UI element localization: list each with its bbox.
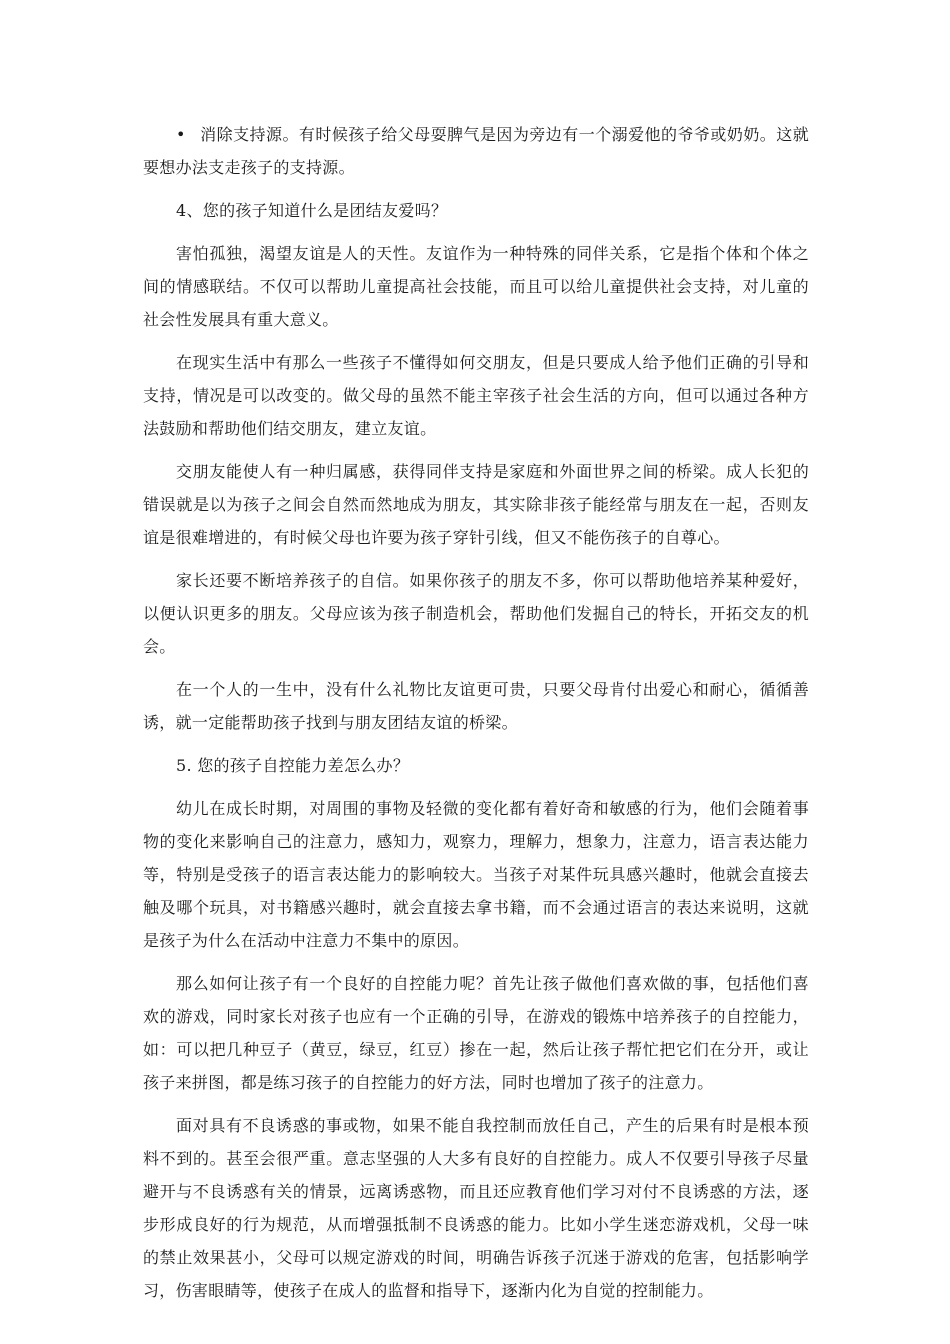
paragraph: 家长还要不断培养孩子的自信。如果你孩子的朋友不多，你可以帮助他培养某种爱好，以便认识更多的朋友。父母应该为孩子制造机会，帮助他们发掘自己的特长，开拓交友的机会。 — [143, 571, 809, 656]
bullet-icon: • — [176, 125, 186, 144]
paragraph: 交朋友能使人有一种归属感，获得同伴支持是家庭和外面世界之间的桥梁。成人长犯的错误就是以为孩子之间会自然而然地成为朋友，其实除非孩子能经常与朋友在一起，否则友谊是很难增进的，有时候父母也许要为孩子穿针引线，但又不能伤孩子的自尊心。 — [143, 462, 809, 547]
paragraph: 害怕孤独，渴望友谊是人的天性。友谊作为一种特殊的同伴关系，它是指个体和个体之间的情感联结。不仅可以帮助儿童提高社会技能，而且可以给儿童提供社会支持，对儿童的社会性发展具有重大意义。 — [143, 244, 809, 329]
section-heading-4: 4、您的孩子知道什么是团结友爱吗？ — [176, 201, 448, 220]
paragraph: 面对具有不良诱惑的事或物，如果不能自我控制而放任自己，产生的后果有时是根本预料不到的。甚至会很严重。意志坚强的人大多有良好的自控能力。成人不仅要引导孩子尽量避开与不良诱惑有关的情景，远离诱惑物，而且还应教育他们学习对付不良诱惑的方法，逐步形成良好的行为规范，从而增强抵制不良诱惑的能力。比如小学生迷恋游戏机，父母一味的禁止效果甚小，父母可以规定游戏的时间，明确告诉孩子沉迷于游戏的危害，包括影响学习，伤害眼睛等，使孩子在成人的监督和指导下，逐渐内化为自觉的控制能力。 — [143, 1116, 809, 1300]
paragraph: 幼儿在成长时期，对周围的事物及轻微的变化都有着好奇和敏感的行为，他们会随着事物的变化来影响自己的注意力，感知力，观察力，理解力，想象力，注意力，语言表达能力等，特别是受孩子的语言表达能力的影响较大。当孩子对某件玩具感兴趣时，他就会直接去触及哪个玩具，对书籍感兴趣时，就会直接去拿书籍，而不会通过语言的表达来说明，这就是孩子为什么在活动中注意力不集中的原因。 — [143, 799, 809, 950]
paragraph: 在现实生活中有那么一些孩子不懂得如何交朋友，但是只要成人给予他们正确的引导和支持，情况是可以改变的。做父母的虽然不能主宰孩子社会生活的方向，但可以通过各种方法鼓励和帮助他们结交朋友，建立友谊。 — [143, 353, 809, 438]
document-body — [143, 118, 809, 1317]
bullet-item-text: 消除支持源。有时候孩子给父母耍脾气是因为旁边有一个溺爱他的爷爷或奶奶。这就要想办法支走孩子的支持源。 — [143, 125, 809, 177]
paragraph: 在一个人的一生中，没有什么礼物比友谊更可贵，只要父母肯付出爱心和耐心，循循善诱，就一定能帮助孩子找到与朋友团结友谊的桥梁。 — [143, 680, 809, 732]
section-heading-5: 5. 您的孩子自控能力差怎么办？ — [176, 756, 410, 775]
paragraph: 那么如何让孩子有一个良好的自控能力呢？首先让孩子做他们喜欢做的事，包括他们喜欢的游戏，同时家长对孩子也应有一个正确的引导，在游戏的锻炼中培养孩子的自控能力，如：可以把几种豆子（黄豆，绿豆，红豆）掺在一起，然后让孩子帮忙把它们在分开，或让孩子来拼图，都是练习孩子的自控能力的好方法，同时也增加了孩子的注意力。 — [143, 974, 809, 1092]
bullet-list-item — [143, 118, 809, 184]
